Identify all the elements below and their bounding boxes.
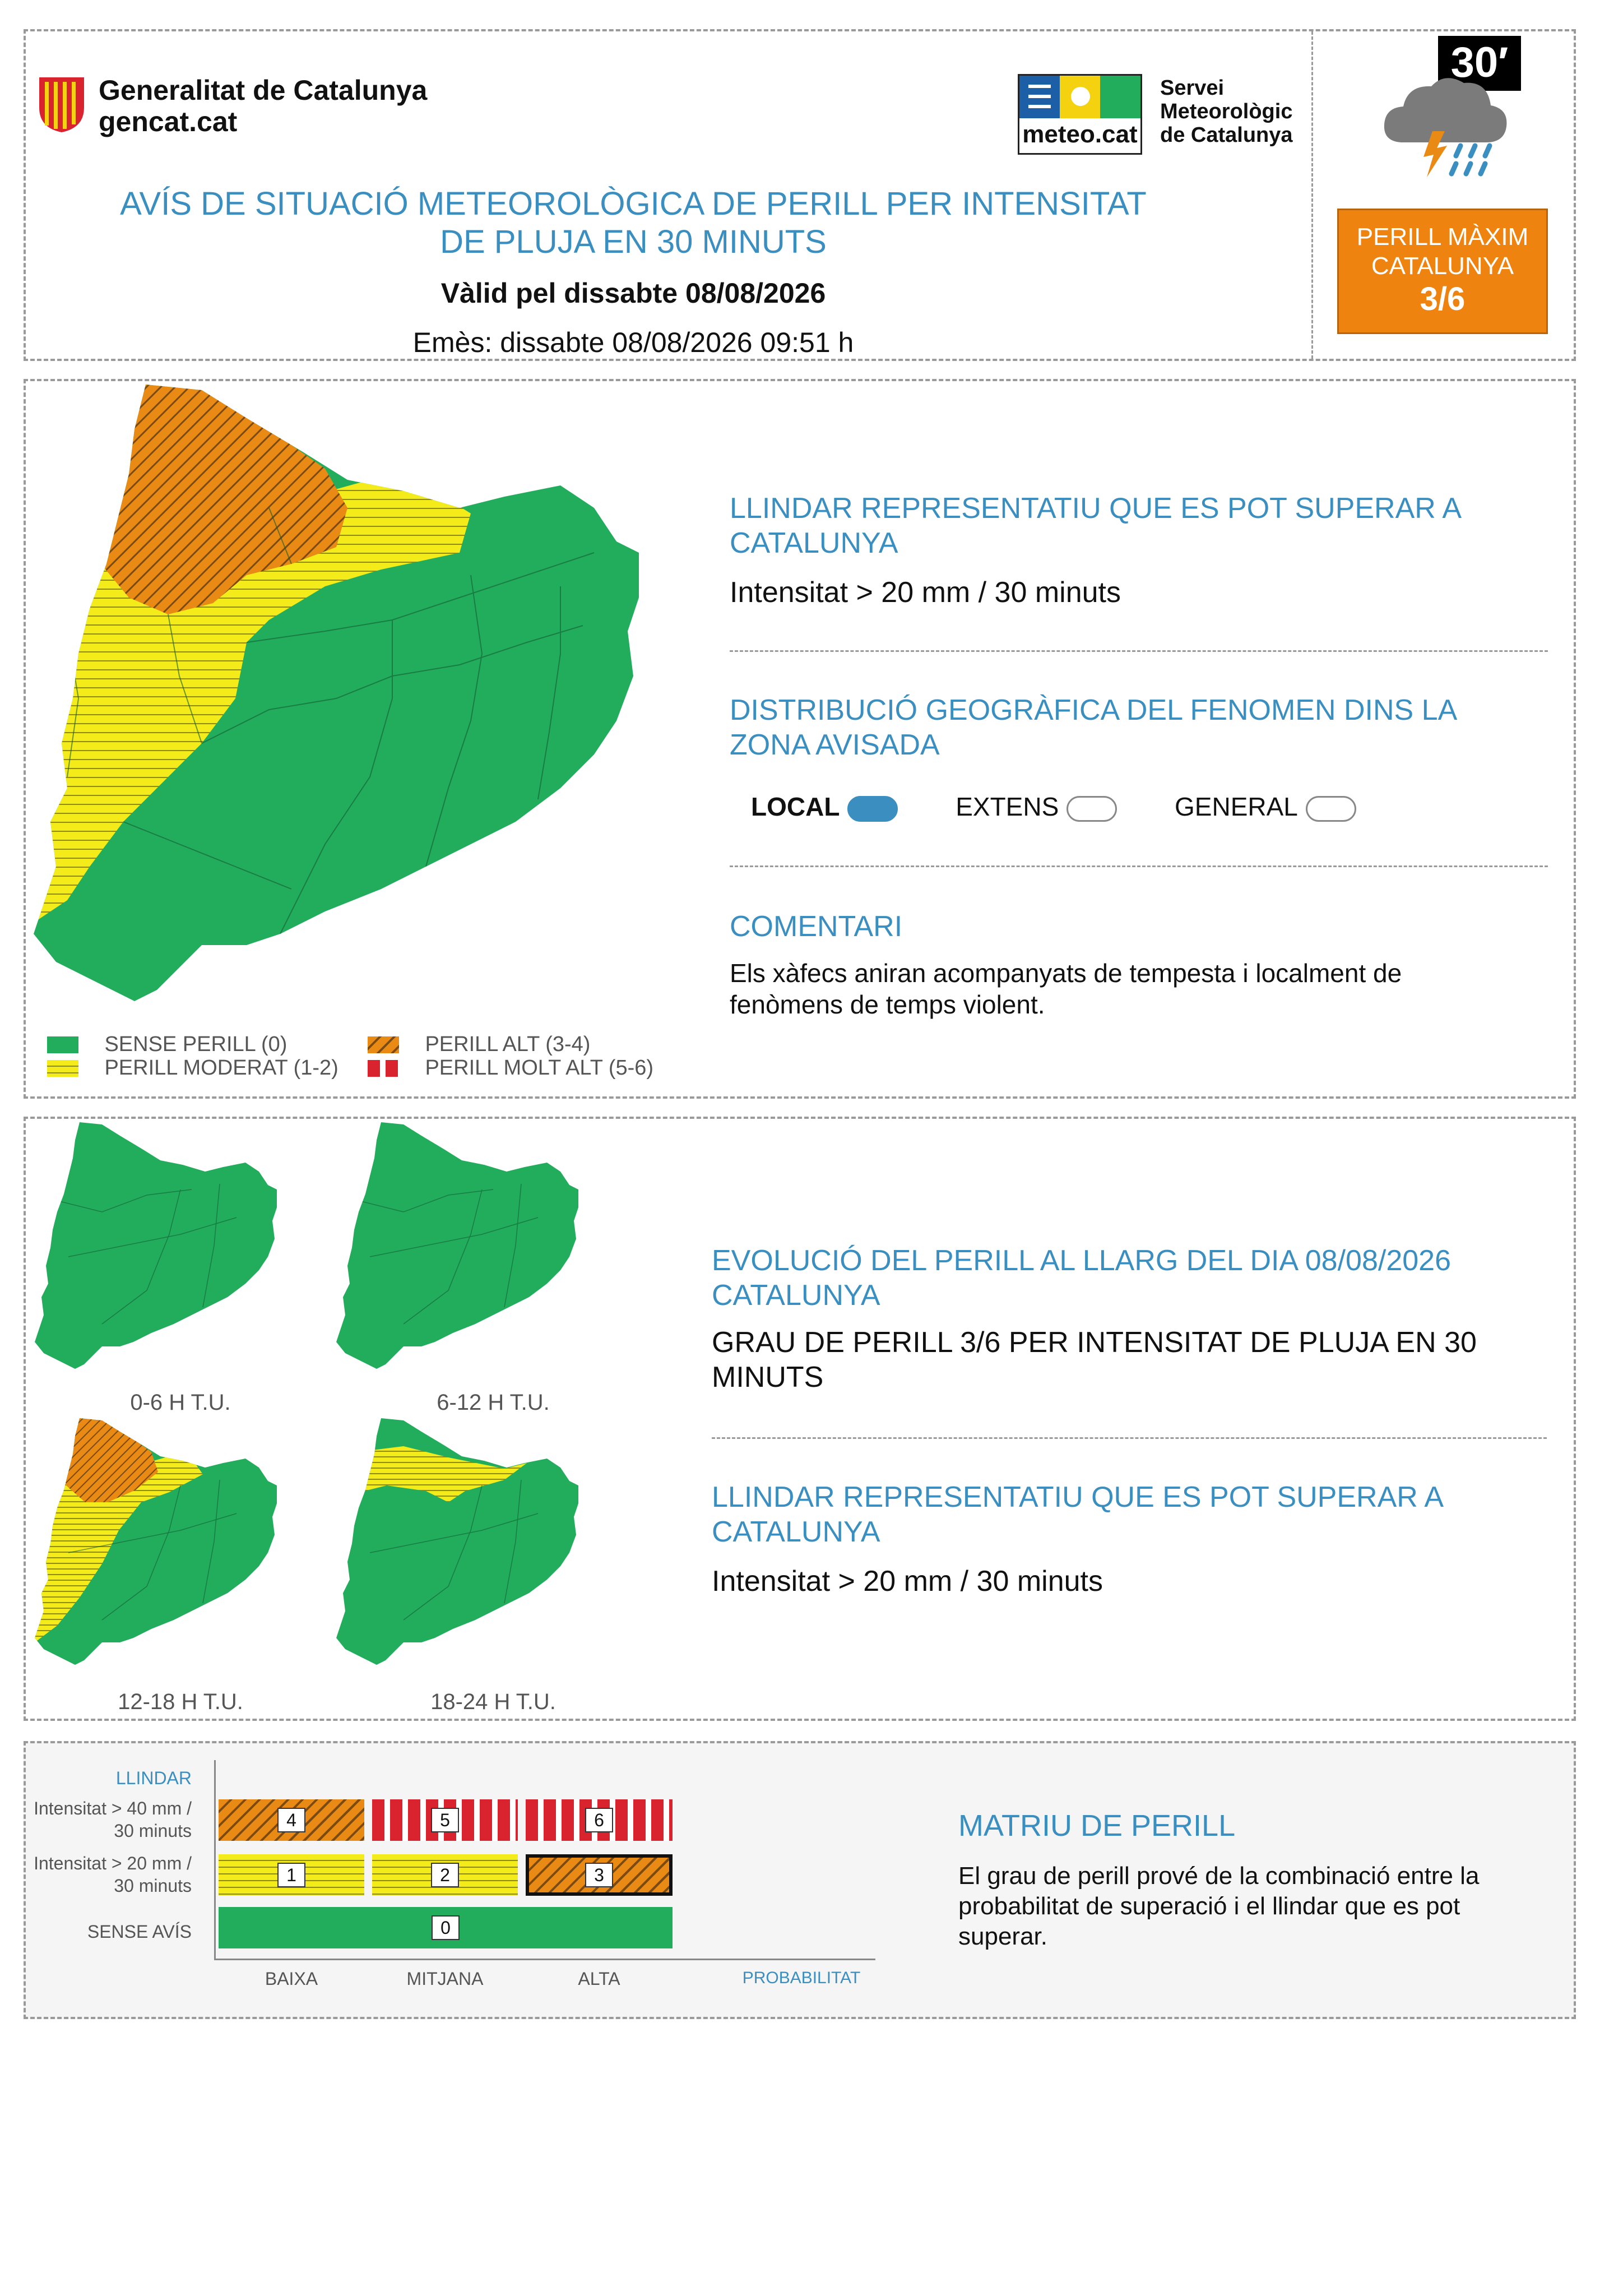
period-label-6-12: 6-12 H T.U.: [437, 1390, 550, 1415]
legend-none: SENSE PERILL (0): [47, 1033, 287, 1057]
matrix-x-title: PROBABILITAT: [742, 1969, 861, 1987]
separator: [730, 650, 1548, 652]
matrix-cell-1: 1: [219, 1854, 364, 1896]
max-danger-value: 3/6: [1420, 281, 1466, 317]
catalonia-danger-map: [34, 385, 661, 1012]
meteocat-logo-text: meteo.cat: [1022, 121, 1138, 148]
legend-very-high: PERILL MOLT ALT (5-6): [368, 1056, 653, 1080]
separator: [730, 865, 1548, 867]
general-indicator: [1306, 796, 1356, 822]
matrix-x-axis: [214, 1959, 875, 1960]
warning-title: AVÍS DE SITUACIÓ METEOROLÒGICA DE PERILL PER INTENSITAT DE PLUJA EN 30 MINUTS: [120, 186, 1147, 260]
legend-moderate: PERILL MODERAT (1-2): [47, 1056, 338, 1080]
legend-high: PERILL ALT (3-4): [368, 1033, 590, 1057]
matrix-y-title: LLINDAR: [115, 1768, 192, 1788]
evolution-map-18-24: [336, 1418, 578, 1665]
matrix-cell-2: 2: [372, 1854, 518, 1896]
distribution-title: DISTRIBUCIÓ GEOGRÀFICA DEL FENOMEN DINS LA ZONA AVISADA: [730, 694, 1456, 761]
gencat-emblem-icon: [36, 74, 87, 135]
comment-title: COMENTARI: [730, 910, 903, 943]
matrix-col-label-mitjana: MITJANA: [406, 1969, 484, 1989]
matrix-col-label-baixa: BAIXA: [265, 1969, 318, 1989]
evolution-maps: [34, 1121, 622, 1721]
local-indicator: [847, 796, 898, 822]
legend-swatch-red: [368, 1060, 399, 1077]
evolution-map-6-12: [336, 1122, 578, 1369]
evolution-threshold-title: LLINDAR REPRESENTATIU QUE ES POT SUPERAR A CATALUNYA: [712, 1481, 1443, 1548]
threshold-title: LLINDAR REPRESENTATIU QUE ES POT SUPERAR A CATALUNYA: [730, 492, 1460, 559]
smc-name: Servei Meteorològic de Catalunya: [1160, 76, 1293, 147]
matrix-cell-4: 4: [219, 1799, 364, 1841]
legend-swatch-green: [47, 1036, 78, 1053]
option-extens: EXTENS: [956, 792, 1124, 821]
gencat-name: Generalitat de Catalunya: [99, 75, 428, 106]
meteocat-logo: [1018, 74, 1142, 155]
evolution-title: EVOLUCIÓ DEL PERILL AL LLARG DEL DIA 08/08/2026 CATALUNYA: [712, 1244, 1451, 1312]
matrix-cell-3: 3: [526, 1854, 673, 1896]
gencat-url: gencat.cat: [99, 106, 238, 137]
rain-30min-icon: [1379, 36, 1524, 182]
rain-icon-label: 30′: [1450, 39, 1509, 86]
legend-swatch-yellow: [47, 1060, 78, 1077]
distribution-options: [751, 791, 1356, 822]
option-local: LOCAL: [751, 792, 905, 821]
matrix-text: El grau de perill prové de la combinació entre la probabilitat de superació i el llindar que es pot superar.: [958, 1862, 1480, 1950]
evolution-map-0-6: [35, 1122, 277, 1369]
extens-indicator: [1066, 796, 1117, 822]
period-label-12-18: 12-18 H T.U.: [118, 1689, 243, 1714]
matrix-title: MATRIU DE PERILL: [958, 1809, 1236, 1843]
evolution-threshold-value: Intensitat > 20 mm / 30 minuts: [712, 1565, 1103, 1598]
legend-swatch-orange: [368, 1036, 399, 1053]
separator: [712, 1437, 1547, 1439]
matrix-y-axis: [214, 1760, 216, 1959]
matrix-row-label-top: Intensitat > 40 mm / 30 minuts: [34, 1798, 192, 1841]
emission-time: Emès: dissabte 08/08/2026 09:51 h: [412, 327, 854, 358]
evolution-grade: GRAU DE PERILL 3/6 PER INTENSITAT DE PLUJA EN 30 MINUTS: [712, 1326, 1477, 1394]
header-divider: [1311, 31, 1313, 359]
gencat-logo: [36, 74, 87, 137]
matrix-row-label-none: SENSE AVÍS: [87, 1922, 192, 1942]
evolution-map-12-18: [35, 1418, 277, 1665]
period-label-18-24: 18-24 H T.U.: [430, 1689, 556, 1714]
period-label-0-6: 0-6 H T.U.: [130, 1390, 231, 1415]
matrix-cell-5: 5: [372, 1799, 518, 1841]
comment-text: Els xàfecs aniran acompanyats de tempesta i localment de fenòmens de temps violent.: [730, 959, 1402, 1019]
matrix-col-label-alta: ALTA: [578, 1969, 620, 1989]
matrix-cell-6: 6: [526, 1799, 673, 1841]
validity-date: Vàlid pel dissabte 08/08/2026: [440, 277, 826, 309]
max-danger-badge: PERILL MÀXIM CATALUNYA 3/6: [1337, 209, 1548, 334]
matrix-row-label-mid: Intensitat > 20 mm / 30 minuts: [34, 1853, 192, 1896]
option-general: GENERAL: [1175, 792, 1356, 821]
matrix-cell-0: 0: [219, 1907, 673, 1948]
threshold-value: Intensitat > 20 mm / 30 minuts: [730, 576, 1121, 609]
meteocat-emblem-icon: [1019, 76, 1140, 118]
